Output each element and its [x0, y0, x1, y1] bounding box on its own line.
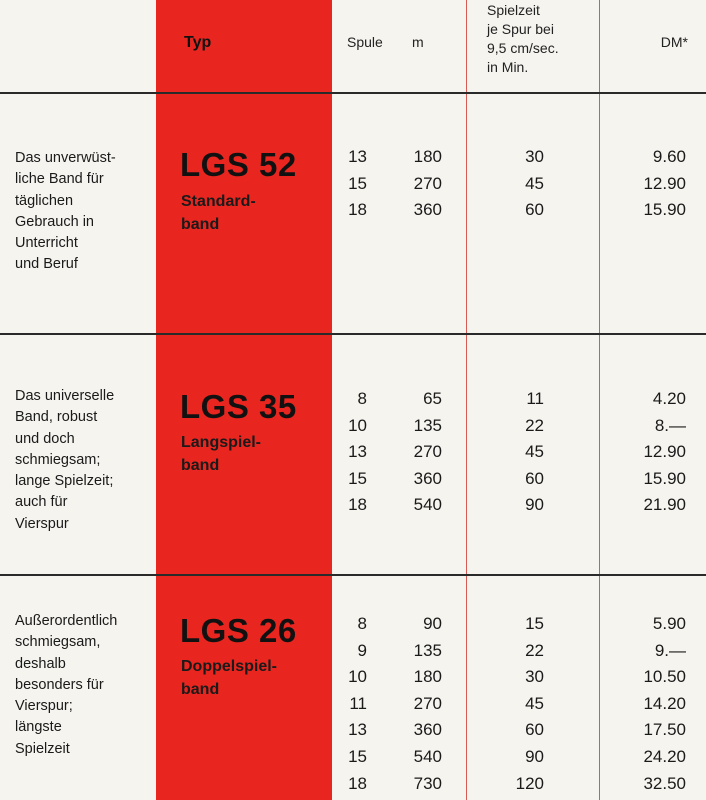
description-line: liche Band für — [15, 171, 104, 188]
cell-price: 17.50 — [643, 720, 686, 740]
table-row — [0, 614, 706, 641]
cell-spielzeit: 60 — [525, 200, 544, 220]
cell-meter: 90 — [423, 614, 442, 633]
cell-spielzeit: 90 — [525, 746, 544, 766]
header-spule: Spule — [347, 34, 383, 50]
cell-spielzeit: 45 — [525, 442, 544, 462]
cell-spielzeit: 45 — [525, 173, 544, 193]
table-row — [0, 147, 706, 174]
subtitle-line: Standard- — [181, 193, 256, 210]
cell-meter: 270 — [413, 173, 442, 193]
cell-spule: 18 — [348, 495, 367, 515]
description-line: Das unverwüst- — [15, 150, 116, 166]
header-dm: DM* — [660, 34, 688, 50]
header-spielzeit — [487, 1, 592, 77]
cell-price: 5.90 — [652, 614, 686, 633]
description-line: Gebrauch in — [15, 213, 94, 230]
subtitle-line: band — [181, 681, 220, 698]
cell-spielzeit: 11 — [526, 389, 544, 408]
cell-meter: 540 — [413, 495, 442, 515]
header-spielzeit-line: 9,5 cm/sec. — [487, 40, 559, 56]
subtitle-line: Doppelspiel- — [181, 658, 278, 675]
cell-spule: 13 — [348, 442, 367, 462]
cell-meter: 360 — [413, 468, 442, 488]
cell-meter: 540 — [413, 746, 442, 766]
table-row — [0, 495, 706, 522]
cell-spule: 8 — [357, 389, 367, 408]
table-row — [0, 694, 706, 721]
cell-meter: 730 — [413, 773, 442, 793]
section-divider — [0, 333, 706, 335]
table-row — [0, 200, 706, 227]
cell-price: 15.90 — [643, 200, 686, 220]
table-row — [0, 389, 706, 416]
cell-meter: 180 — [413, 667, 442, 687]
cell-spielzeit: 30 — [525, 147, 544, 166]
cell-spule: 13 — [348, 147, 367, 166]
table-row — [0, 469, 706, 496]
cell-spielzeit: 30 — [525, 667, 544, 687]
cell-meter: 360 — [413, 720, 442, 740]
table-row — [0, 774, 706, 800]
header-divider — [0, 92, 706, 94]
table-row — [0, 720, 706, 747]
description-line: Unterricht — [15, 235, 78, 252]
description-line: schmiegsam, — [15, 634, 101, 651]
cell-meter: 270 — [413, 442, 442, 462]
cell-price: 21.90 — [643, 495, 686, 515]
cell-spule: 13 — [348, 720, 367, 740]
description-line: Band, robust — [15, 409, 98, 426]
cell-spule: 18 — [348, 773, 367, 793]
cell-spule: 8 — [357, 614, 367, 633]
cell-price: 4.20 — [652, 389, 686, 408]
cell-spule: 10 — [348, 667, 367, 687]
cell-meter: 65 — [423, 389, 442, 408]
cell-spule: 9 — [357, 640, 367, 660]
table-row — [0, 174, 706, 201]
description-line: besonders für — [15, 676, 104, 693]
cell-spielzeit: 22 — [525, 415, 544, 435]
description-line: Vierspur — [15, 515, 69, 532]
model-name: LGS 52 — [180, 146, 297, 183]
header-spielzeit-line: Spielzeit — [487, 2, 540, 18]
description-line: lange Spielzeit; — [15, 473, 114, 490]
description-line: Außerordentlich — [15, 613, 118, 629]
header-meter: m — [412, 34, 424, 50]
cell-spule: 15 — [348, 468, 367, 488]
spec-rows — [0, 147, 706, 227]
description-line: deshalb — [15, 655, 66, 672]
cell-price: 12.90 — [643, 442, 686, 462]
description-line: täglichen — [15, 192, 74, 209]
table-row — [0, 747, 706, 774]
cell-price: 9.— — [654, 640, 686, 660]
cell-meter: 135 — [413, 640, 442, 660]
description-line: und Beruf — [15, 256, 78, 273]
cell-price: 32.50 — [643, 773, 686, 793]
header-typ: Typ — [184, 34, 212, 51]
model-name: LGS 35 — [180, 388, 297, 425]
subtitle-line: band — [181, 216, 220, 233]
cell-meter: 180 — [413, 147, 442, 166]
spec-rows — [0, 614, 706, 800]
section-divider — [0, 574, 706, 576]
cell-spule: 18 — [348, 200, 367, 220]
description-line: längste — [15, 719, 62, 736]
description-line: auch für — [15, 494, 68, 511]
cell-spule: 10 — [348, 415, 367, 435]
model-name: LGS 26 — [180, 612, 297, 649]
header-spielzeit-line: in Min. — [487, 59, 529, 75]
cell-spielzeit: 22 — [525, 640, 544, 660]
cell-price: 10.50 — [643, 667, 686, 687]
description-line: Spielzeit — [15, 740, 70, 757]
cell-price: 15.90 — [643, 468, 686, 488]
cell-spielzeit: 120 — [515, 773, 544, 793]
cell-spielzeit: 45 — [525, 693, 544, 713]
cell-price: 9.60 — [652, 147, 686, 166]
description-line: Das universelle — [15, 388, 115, 404]
cell-price: 12.90 — [643, 173, 686, 193]
cell-spule: 15 — [348, 746, 367, 766]
cell-price: 24.20 — [643, 746, 686, 766]
cell-price: 14.20 — [643, 693, 686, 713]
description-line: schmiegsam; — [15, 451, 101, 468]
table-row — [0, 416, 706, 443]
cell-price: 8.— — [654, 415, 686, 435]
description-line: Vierspur; — [15, 698, 73, 715]
header-spielzeit-line: je Spur bei — [487, 21, 554, 37]
table-row — [0, 442, 706, 469]
description-line: und doch — [15, 430, 75, 447]
subtitle-line: Langspiel- — [181, 434, 262, 451]
cell-spule: 15 — [348, 173, 367, 193]
spec-rows — [0, 389, 706, 522]
cell-spielzeit: 90 — [525, 495, 544, 515]
subtitle-line: band — [181, 457, 220, 474]
cell-meter: 360 — [413, 200, 442, 220]
table-row — [0, 667, 706, 694]
cell-spielzeit: 60 — [525, 720, 544, 740]
cell-spule: 11 — [349, 693, 367, 713]
cell-spielzeit: 60 — [525, 468, 544, 488]
cell-meter: 135 — [413, 415, 442, 435]
table-row — [0, 641, 706, 668]
cell-meter: 270 — [413, 693, 442, 713]
cell-spielzeit: 15 — [525, 614, 544, 633]
